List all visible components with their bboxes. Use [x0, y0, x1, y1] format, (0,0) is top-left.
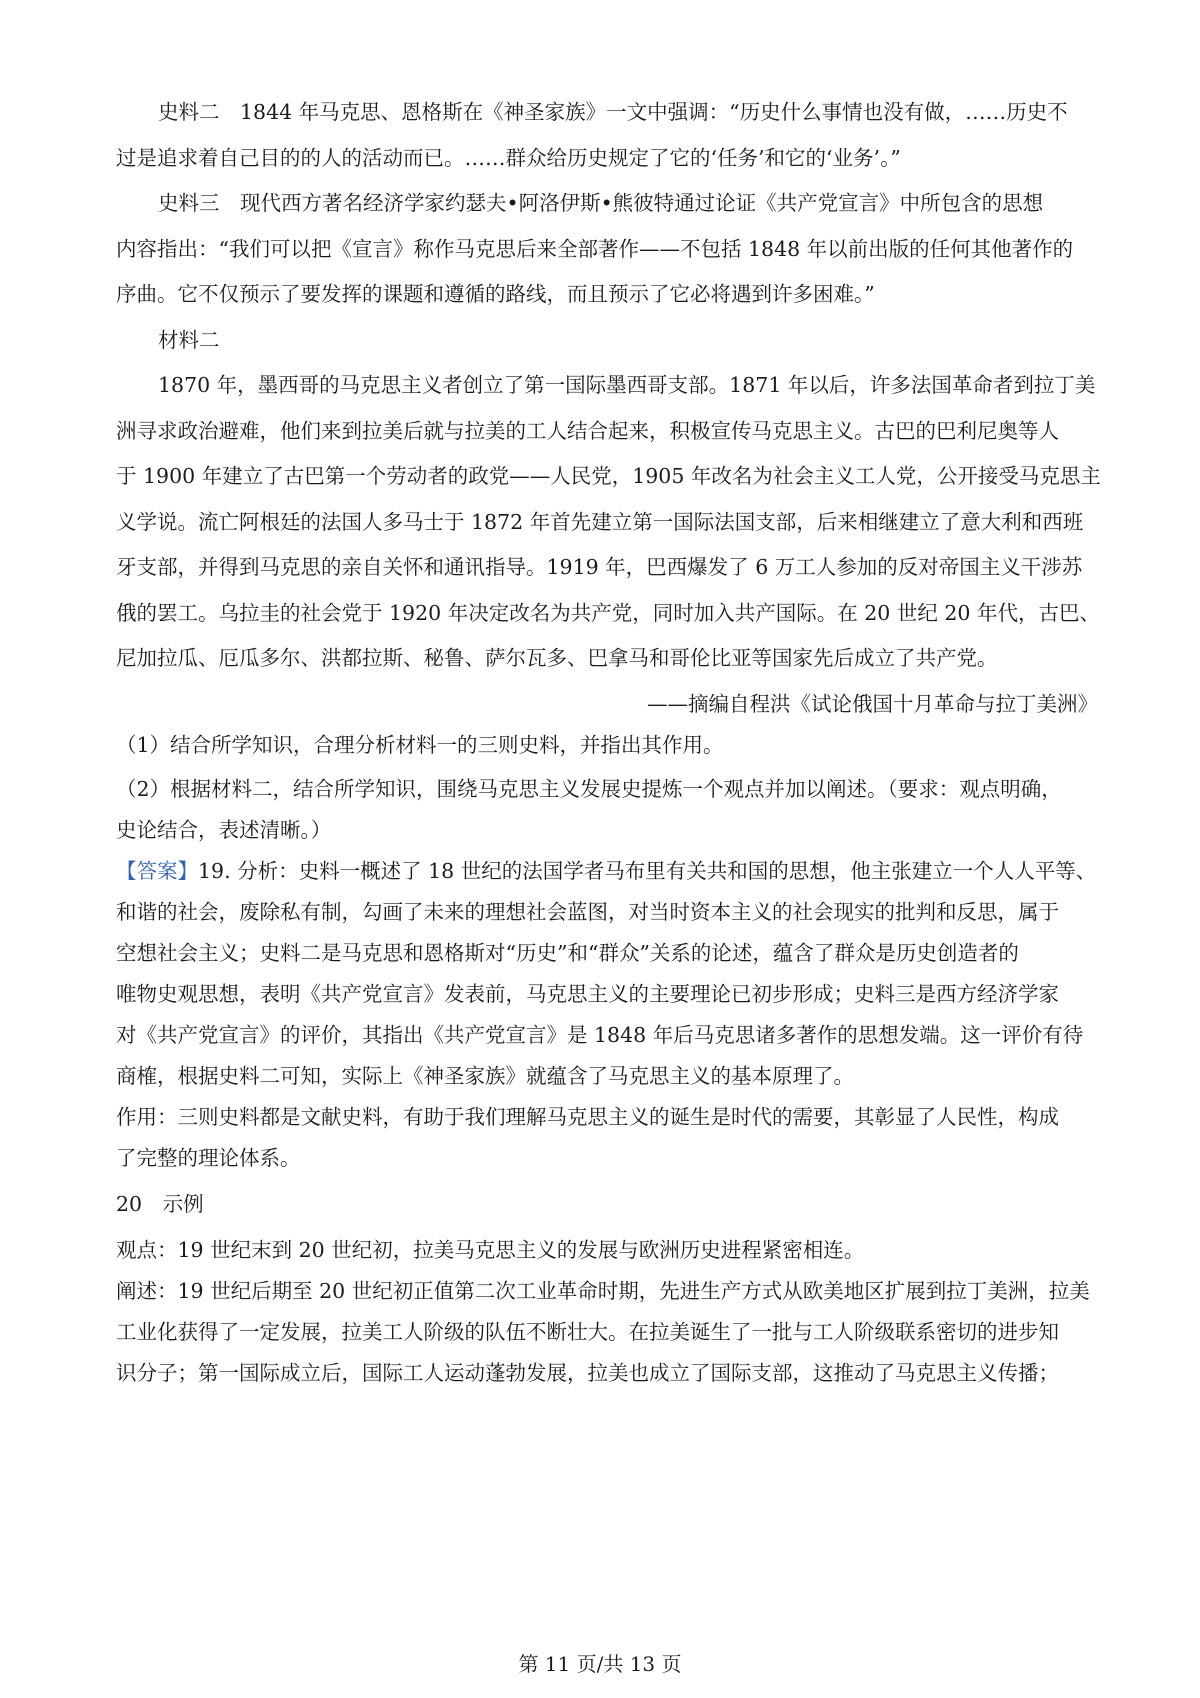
answer-line: 作用：三则史料都是文献史料，有助于我们理解马克思主义的诞生是时代的需要，其彰显了人民性，构成 — [116, 1104, 1059, 1129]
material-heading: 材料二 — [158, 327, 220, 352]
answer-line: 空想社会主义；史料二是马克思和恩格斯对“历史”和“群众”关系的论述，蕴含了群众是历史创造者的 — [116, 940, 1019, 965]
answer-first-line — [116, 857, 1098, 886]
text-line: 洲寻求政治避难，他们来到拉美后就与拉美的工人结合起来，积极宣传马克思主义。古巴的巴利尼奥等人 — [116, 418, 1059, 443]
answer-line: 对《共产党宣言》的评价，其指出《共产党宣言》是 1848 年后马克思诸多著作的思想发端。这一评价有待 — [116, 1022, 1084, 1047]
text-line: 序曲。它不仅预示了要发挥的课题和遵循的路线，而且预示了它必将遇到许多困难。” — [116, 282, 875, 306]
material-two — [116, 326, 1101, 719]
elaboration-line: 阐述：19 世纪后期至 20 世纪初正值第二次工业革命时期，先进生产方式从欧美地区扩展到拉丁美洲，拉美 — [116, 1278, 1090, 1303]
page-content — [116, 98, 1101, 1388]
answer-line: 商榷，根据史料二可知，实际上《神圣家族》就蕴含了马克思主义的基本原理了。 — [116, 1063, 854, 1088]
text-line: 牙支部，并得到马克思的亲自关怀和通讯指导。1919 年，巴西爆发了 6 万工人参加的反对帝国主义干涉苏 — [116, 555, 1083, 579]
text-line: 于 1900 年建立了古巴第一个劳动者的政党——人民党，1905 年改名为社会主义工人党，公开接受马克思主 — [116, 464, 1101, 488]
text-line: 过是追求着自己目的的人的活动而已。……群众给历史规定了它的‘任务’和它的‘业务’。” — [116, 145, 901, 170]
viewpoint-line: 观点：19 世纪末到 20 世纪初，拉美马克思主义的发展与欧洲历史进程紧密相连。 — [116, 1237, 865, 1262]
material-one-continued — [116, 98, 1098, 309]
text-line: 义学说。流亡阿根廷的法国人多马士于 1872 年首先建立第一国际法国支部，后来相继建立了意大利和西班 — [116, 509, 1084, 534]
text-line: 史料三 现代西方著名经济学家约瑟夫•阿洛伊斯•熊彼特通过论证《共产党宣言》中所包含的思想 — [158, 191, 1044, 215]
text-line: 1870 年，墨西哥的马克思主义者创立了第一国际墨西哥支部。1871 年以后，许多法国革命者到拉丁美 — [158, 373, 1096, 397]
text-line: 尼加拉瓜、厄瓜多尔、洪都拉斯、秘鲁、萨尔瓦多、巴拿马和哥伦比亚等国家先后成立了共产党。 — [116, 646, 998, 670]
answer-text: 19. 分析：史料一概述了 18 世纪的法国学者马布里有关共和国的思想，他主张建立一个人人平等、 — [198, 858, 1097, 883]
page-number: 第 11 页/共 13 页 — [518, 1652, 682, 1676]
question-20-label: 20 示例 — [116, 1191, 204, 1216]
question-2-cont: 史论结合，表述清晰。） — [116, 817, 332, 842]
source-citation: ——摘编自程洪《试论俄国十月革命与拉丁美洲》 — [647, 691, 1098, 716]
text-line: 史料二 1844 年马克思、恩格斯在《神圣家族》一文中强调：“历史什么事情也没有做，……历史不 — [158, 100, 1068, 124]
elaboration-line: 识分子；第一国际成立后，国际工人运动蓬勃发展，拉美也成立了国际支部，这推动了马克思主义传播； — [116, 1360, 1059, 1385]
answer-line: 唯物史观思想，表明《共产党宣言》发表前，马克思主义的主要理论已初步形成；史料三是西方经济学家 — [116, 981, 1059, 1006]
question-1: （1）结合所学知识，合理分析材料一的三则史料，并指出其作用。 — [116, 732, 724, 757]
answer-tag: 【答案】 — [116, 858, 198, 883]
question-2: （2）根据材料二，结合所学知识，围绕马克思主义发展史提炼一个观点并加以阐述。（要求：观点明确， — [116, 776, 1062, 801]
elaboration-line: 工业化获得了一定发展，拉美工人阶级的队伍不断壮大。在拉美诞生了一批与工人阶级联系密切的进步知 — [116, 1319, 1059, 1344]
questions — [116, 731, 1098, 845]
answer-line: 和谐的社会，废除私有制，勾画了未来的理想社会蓝图，对当时资本主义的社会现实的批判和反思，属于 — [116, 899, 1059, 924]
answer-section — [116, 857, 1098, 1388]
text-line: 俄的罢工。乌拉圭的社会党于 1920 年决定改名为共产党，同时加入共产国际。在 20 世纪 20 年代，古巴、 — [116, 600, 1100, 625]
text-line: 内容指出：“我们可以把《宣言》称作马克思后来全部著作——不包括 1848 年以前出版的任何其他著作的 — [116, 236, 1074, 261]
answer-line: 了完整的理论体系。 — [116, 1145, 301, 1170]
